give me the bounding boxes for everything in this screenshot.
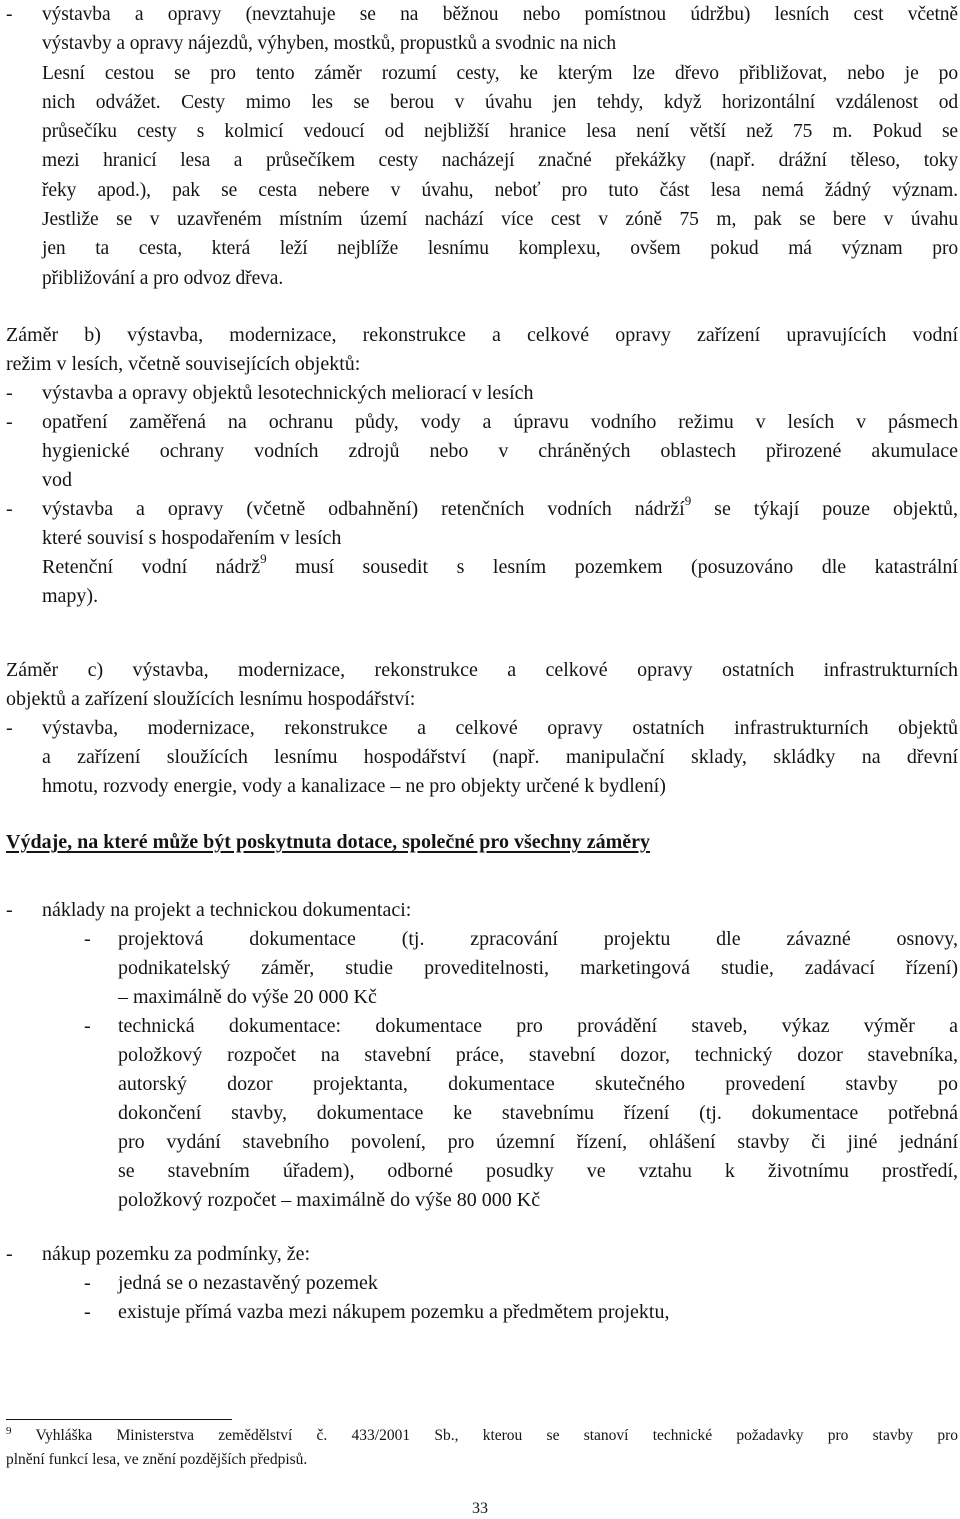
bullet-dash: - bbox=[84, 1301, 91, 1323]
text-line: Záměr c) výstavba, modernizace, rekonstrukce a celkové opravy ostatních infrastrukturních bbox=[6, 659, 958, 681]
text-line: a zařízení sloužících lesnímu hospodářství (např. manipulační sklady, skládky na dřevní bbox=[42, 746, 958, 768]
text-line: - náklady na projekt a technickou dokumentaci: bbox=[6, 896, 958, 925]
text-line: - projektová dokumentace (tj. zpracování projektu dle závazné osnovy, bbox=[6, 925, 958, 954]
section-heading: Výdaje, na které může být poskytnuta dotace, společné pro všechny záměry bbox=[6, 831, 651, 853]
footnote-line: $^9$ Vyhláška Ministerstva zemědělství č. 433/2001 Sb., kterou se stanoví technické požadavky pro stavby pro bbox=[6, 1425, 958, 1444]
text-line: - výstavba, modernizace, rekonstrukce a celkové opravy ostatních infrastrukturních objektů bbox=[6, 714, 958, 743]
bullet-dash: - bbox=[6, 717, 13, 739]
footnote-ref: 9 bbox=[684, 493, 692, 509]
project-costs-list bbox=[6, 896, 958, 1215]
text-line: - nákup pozemku za podmínky, že: bbox=[6, 1240, 958, 1269]
text-line: hmotu, rozvody energie, vody a kanalizace – ne pro objekty určené k bydlení) bbox=[42, 775, 666, 797]
text-line: - výstavba a opravy objektů lesotechnických meliorací v lesích bbox=[6, 379, 958, 408]
text-line: mezi hranicí lesa a průsečíkem cesty nacházejí značné překážky (např. drážní těleso, toky bbox=[42, 150, 958, 172]
text-line: pro vydání stavebního povolení, pro územní řízení, ohlášení stavby či jiné jednání bbox=[118, 1131, 958, 1153]
intent-c-paragraph bbox=[6, 656, 958, 801]
text-line: výstavby a opravy nájezdů, výhyben, mostků, propustků a svodnic na nich bbox=[42, 33, 616, 55]
text-line: autorský dozor projektanta, dokumentace skutečného provedení stavby po bbox=[118, 1073, 958, 1095]
bullet-dash: - bbox=[84, 928, 91, 950]
text-line: se stavebním úřadem), odborné posudky ve vztahu k životnímu prostředí, bbox=[118, 1160, 958, 1182]
text-line: položkový rozpočet na stavební práce, stavební dozor, technický dozor stavebníka, bbox=[118, 1044, 958, 1066]
footnote-number: 9 bbox=[6, 1425, 12, 1437]
bullet-dash: - bbox=[84, 1015, 91, 1037]
intent-b-paragraph bbox=[6, 321, 958, 611]
text-line: - technická dokumentace: dokumentace pro provádění staveb, výkaz výměr a bbox=[6, 1012, 958, 1041]
text-line: položkový rozpočet – maximálně do výše 80 000 Kč bbox=[118, 1189, 541, 1211]
text-line: dokončení stavby, dokumentace ke stavebnímu řízení (tj. dokumentace potřebná bbox=[118, 1102, 958, 1124]
text-line: hygienické ochrany vodních zdrojů nebo v chráněných oblastech přirozené akumulace bbox=[42, 440, 958, 462]
text-line: přibližování a pro odvoz dřeva. bbox=[42, 267, 284, 289]
text-line: vod bbox=[42, 469, 72, 491]
footnote-line: plnění funkcí lesa, ve znění pozdějších předpisů. bbox=[6, 1451, 308, 1468]
bullet-dash: - bbox=[84, 1272, 91, 1294]
text-line: - opatření zaměřená na ochranu půdy, vody a úpravu vodního režimu v lesích v pásmech bbox=[6, 408, 958, 437]
text-line: jen ta cesta, která leží nejblíže lesnímu komplexu, ovšem pokud má význam pro bbox=[42, 238, 958, 260]
text-line: mapy). bbox=[42, 585, 99, 607]
text-line: Záměr b) výstavba, modernizace, rekonstrukce a celkové opravy zařízení upravujících vodní bbox=[6, 324, 958, 346]
bullet-dash: - bbox=[6, 498, 13, 520]
bullet-dash: - bbox=[6, 1243, 13, 1265]
text-line: podnikatelský záměr, studie proveditelnosti, marketingová studie, zadávací řízení) bbox=[118, 957, 958, 979]
bullet-dash: - bbox=[6, 382, 13, 404]
text-line: režim v lesích, včetně souvisejících objektů: bbox=[6, 353, 361, 375]
text-line: Lesní cestou se pro tento záměr rozumí cesty, ke kterým lze dřevo přibližovat, nebo je po bbox=[42, 62, 958, 84]
text-line: Jestliže se v uzavřeném místním území nachází více cest v zóně 75 m, pak se bere v úvahu bbox=[42, 209, 958, 231]
bullet-dash: - bbox=[6, 899, 13, 921]
text-line: – maximálně do výše 20 000 Kč bbox=[118, 986, 377, 1008]
footnote bbox=[6, 1424, 958, 1472]
text-line: - jedná se o nezastavěný pozemek bbox=[6, 1269, 958, 1298]
footnote-ref: 9 bbox=[260, 551, 267, 567]
text-line: objektů a zařízení sloužících lesnímu hospodářství: bbox=[6, 688, 416, 710]
text-line: - výstavba a opravy (včetně odbahnění) retenčních vodních nádrží$^9$ se týkají pouze objektů, bbox=[6, 495, 958, 524]
text-line: - existuje přímá vazba mezi nákupem pozemku a předmětem projektu, bbox=[6, 1298, 958, 1327]
text-line: nich odvážet. Cesty mimo les se berou v úvahu jen tehdy, když horizontální vzdálenost od bbox=[42, 91, 958, 113]
forest-roads-paragraph bbox=[6, 0, 958, 293]
text-line: Retenční vodní nádrž$^9$ musí sousedit s lesním pozemkem (posuzováno dle katastrální bbox=[42, 551, 958, 578]
bullet-dash: - bbox=[6, 4, 13, 25]
page-number: 33 bbox=[472, 1500, 488, 1517]
footnote-separator bbox=[6, 1419, 232, 1420]
text-line: průsečíku cesty s kolmicí vedoucí od nejbližší hranice lesa není větší než 75 m. Pokud se bbox=[42, 121, 958, 143]
text-line: řeky apod.), pak se cesta nebere v úvahu, neboť pro tuto část lesa nemá žádný význam. bbox=[42, 179, 958, 201]
text-line: - výstavba a opravy (nevztahuje se na běžnou nebo pomístnou údržbu) lesních cest včetně bbox=[6, 0, 958, 29]
text-line: které souvisí s hospodařením v lesích bbox=[42, 527, 342, 549]
bullet-dash: - bbox=[6, 411, 13, 433]
land-purchase-list bbox=[6, 1240, 958, 1327]
